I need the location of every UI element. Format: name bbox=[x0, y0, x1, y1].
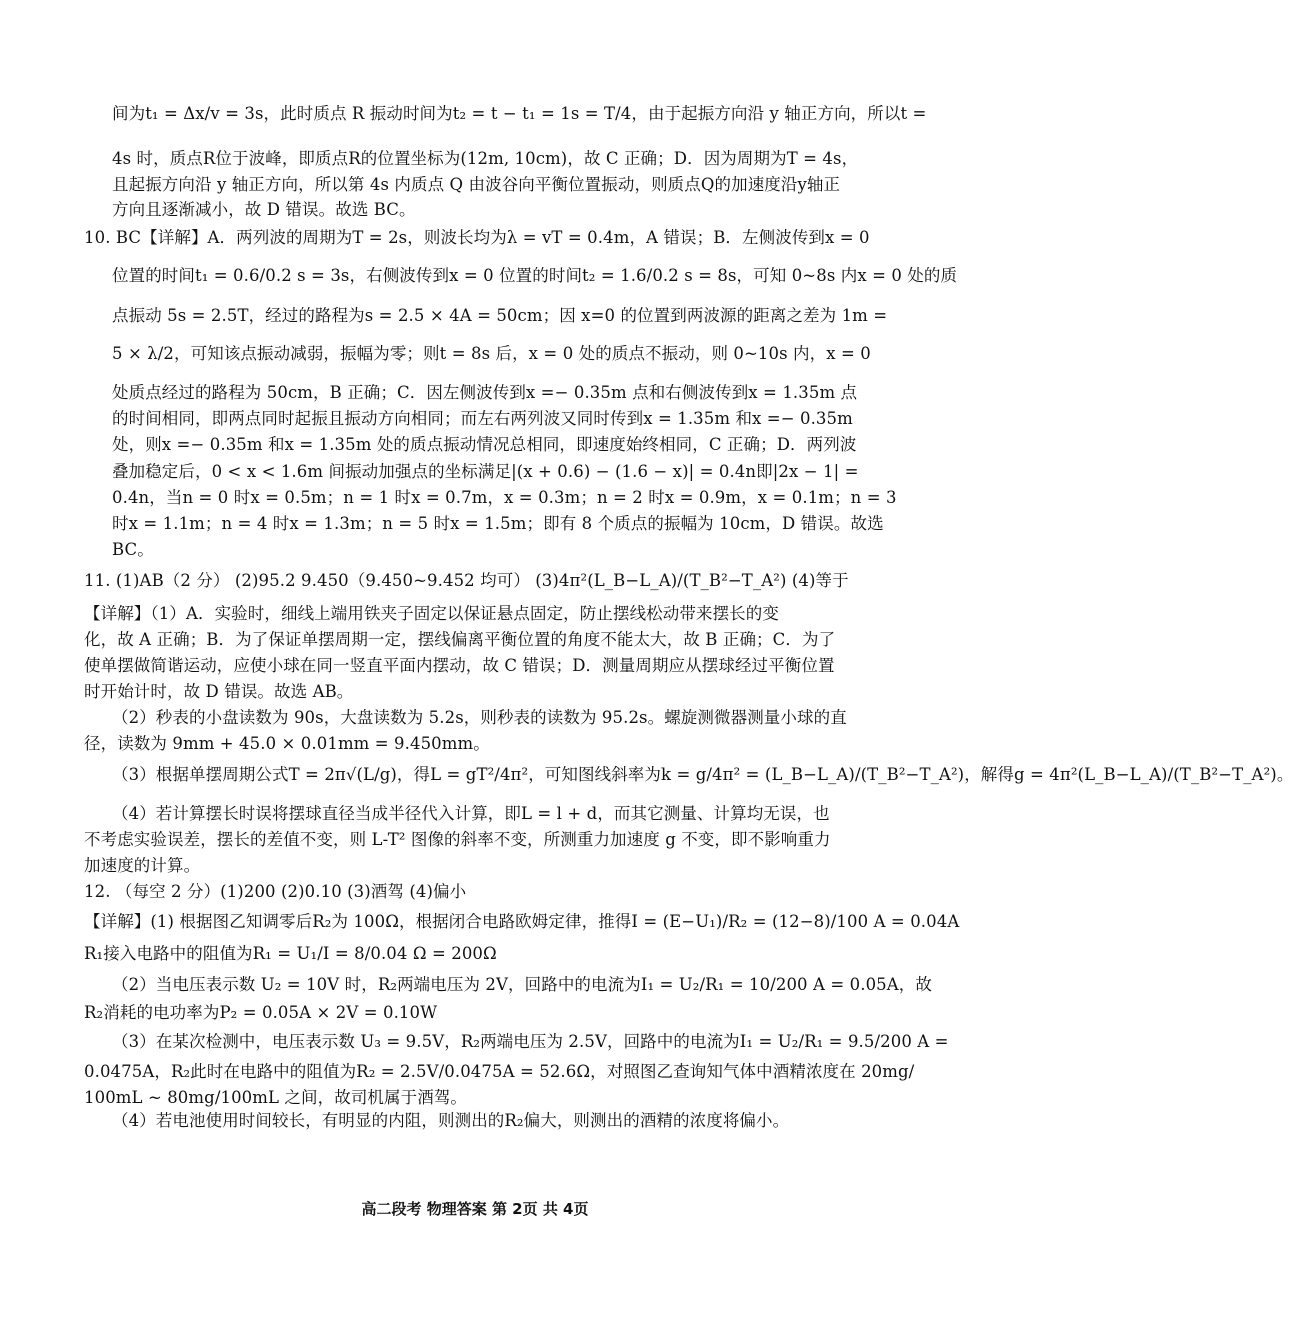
text-line: 且起振方向沿 y 轴正方向，所以第 4s 内质点 Q 由波谷向平衡位置振动，则质点Q的加速度沿y轴正 bbox=[112, 175, 841, 194]
text-line: 化，故 A 正确；B．为了保证单摆周期一定，摆线偏离平衡位置的角度不能太大，故 B 正确；C．为了 bbox=[84, 630, 836, 649]
text-line: 11. (1)AB（2 分） (2)95.2 9.450（9.450~9.452 均可） (3)4π²(L_B−L_A)/(T_B²−T_A²) (4)等于 bbox=[84, 571, 849, 590]
text-line: 0.0475A，R₂此时在电路中的阻值为R₂ = 2.5V/0.0475A = 52.6Ω，对照图乙查询知气体中酒精浓度在 20mg/ bbox=[84, 1062, 915, 1081]
text-line: 使单摆做简谐运动，应使小球在同一竖直平面内摆动，故 C 错误；D．测量周期应从摆球经过平衡位置 bbox=[84, 656, 835, 675]
text-line: （4）若计算摆长时误将摆球直径当成半径代入计算，即L = l + d，而其它测量、计算均无误，也 bbox=[112, 804, 830, 823]
text-line: 叠加稳定后，0 < x < 1.6m 间振动加强点的坐标满足|(x + 0.6) − (1.6 − x)| = 0.4n即|2x − 1| = bbox=[112, 462, 859, 481]
text-line: R₂消耗的电功率为P₂ = 0.05A × 2V = 0.10W bbox=[84, 1003, 438, 1022]
text-line: BC。 bbox=[112, 540, 154, 559]
text-line: 0.4n，当n = 0 时x = 0.5m；n = 1 时x = 0.7m，x = 0.3m；n = 2 时x = 0.9m，x = 0.1m；n = 3 bbox=[112, 488, 897, 507]
text-line: 不考虑实验误差，摆长的差值不变，则 L-T² 图像的斜率不变，所测重力加速度 g 不变，即不影响重力 bbox=[84, 830, 831, 849]
text-line: 的时间相同，即两点同时起振且振动方向相同；而左右两列波又同时传到x = 1.35m 和x =− 0.35m bbox=[112, 409, 853, 428]
text-line: 处质点经过的路程为 50cm，B 正确；C．因左侧波传到x =− 0.35m 点和右侧波传到x = 1.35m 点 bbox=[112, 383, 858, 402]
text-line: 径，读数为 9mm + 45.0 × 0.01mm = 9.450mm。 bbox=[84, 734, 490, 753]
text-line: 间为t₁ = Δx/v = 3s，此时质点 R 振动时间为t₂ = t − t₁ = 1s = T/4，由于起振方向沿 y 轴正方向，所以t = bbox=[112, 104, 927, 123]
text-line: 100mL ~ 80mg/100mL 之间，故司机属于酒驾。 bbox=[84, 1088, 468, 1107]
text-line: 时x = 1.1m；n = 4 时x = 1.3m；n = 5 时x = 1.5m；即有 8 个质点的振幅为 10cm，D 错误。故选 bbox=[112, 514, 884, 533]
text-line: R₁接入电路中的阻值为R₁ = U₁/I = 8/0.04 Ω = 200Ω bbox=[84, 944, 497, 963]
text-line: （2）当电压表示数 U₂ = 10V 时，R₂两端电压为 2V，回路中的电流为I₁ = U₂/R₁ = 10/200 A = 0.05A，故 bbox=[112, 975, 932, 994]
text-line: 12. （每空 2 分）(1)200 (2)0.10 (3)酒驾 (4)偏小 bbox=[84, 882, 467, 901]
text-line: 处，则x =− 0.35m 和x = 1.35m 处的质点振动情况总相同，即速度始终相同，C 正确；D．两列波 bbox=[112, 435, 857, 454]
text-line: 【详解】(1) 根据图乙知调零后R₂为 100Ω，根据闭合电路欧姆定律，推得I = (E−U₁)/R₂ = (12−8)/100 A = 0.04A bbox=[84, 912, 960, 931]
text-line: 方向且逐渐减小，故 D 错误。故选 BC。 bbox=[112, 200, 416, 219]
text-line: （4）若电池使用时间较长，有明显的内阻，则测出的R₂偏大，则测出的酒精的浓度将偏小。 bbox=[112, 1111, 790, 1130]
text-line: （2）秒表的小盘读数为 90s，大盘读数为 5.2s，则秒表的读数为 95.2s。螺旋测微器测量小球的直 bbox=[112, 708, 847, 727]
text-line: 点振动 5s = 2.5T，经过的路程为s = 2.5 × 4A = 50cm；因 x=0 的位置到两波源的距离之差为 1m = bbox=[112, 306, 888, 325]
text-line: 时开始计时，故 D 错误。故选 AB。 bbox=[84, 682, 354, 701]
text-line: 位置的时间t₁ = 0.6/0.2 s = 3s，右侧波传到x = 0 位置的时间t₂ = 1.6/0.2 s = 8s，可知 0~8s 内x = 0 处的质 bbox=[112, 266, 958, 285]
text-line: 10. BC【详解】A．两列波的周期为T = 2s，则波长均为λ = vT = 0.4m，A 错误；B．左侧波传到x = 0 bbox=[84, 228, 870, 247]
text-line: 4s 时，质点R位于波峰，即质点R的位置坐标为(12m, 10cm)，故 C 正确；D．因为周期为T = 4s， bbox=[112, 149, 859, 168]
page-footer: 高二段考 物理答案 第 2页 共 4页 bbox=[361, 1200, 589, 1218]
text-line: 【详解】（1）A．实验时，细线上端用铁夹子固定以保证悬点固定，防止摆线松动带来摆长的变 bbox=[84, 604, 779, 623]
text-line: （3）在某次检测中，电压表示数 U₃ = 9.5V，R₂两端电压为 2.5V，回路中的电流为I₁ = U₂/R₁ = 9.5/200 A = bbox=[112, 1032, 949, 1051]
text-line: 加速度的计算。 bbox=[84, 856, 201, 875]
text-line: （3）根据单摆周期公式T = 2π√(L/g)，得L = gT²/4π²，可知图线斜率为k = g/4π² = (L_B−L_A)/(T_B²−T_A²)，解得g = 4π²(L_B−L_A)/(T_B²−T_A²)。 bbox=[112, 765, 1293, 784]
text-line: 5 × λ/2，可知该点振动减弱，振幅为零；则t = 8s 后，x = 0 处的质点不振动，则 0~10s 内，x = 0 bbox=[112, 344, 871, 363]
